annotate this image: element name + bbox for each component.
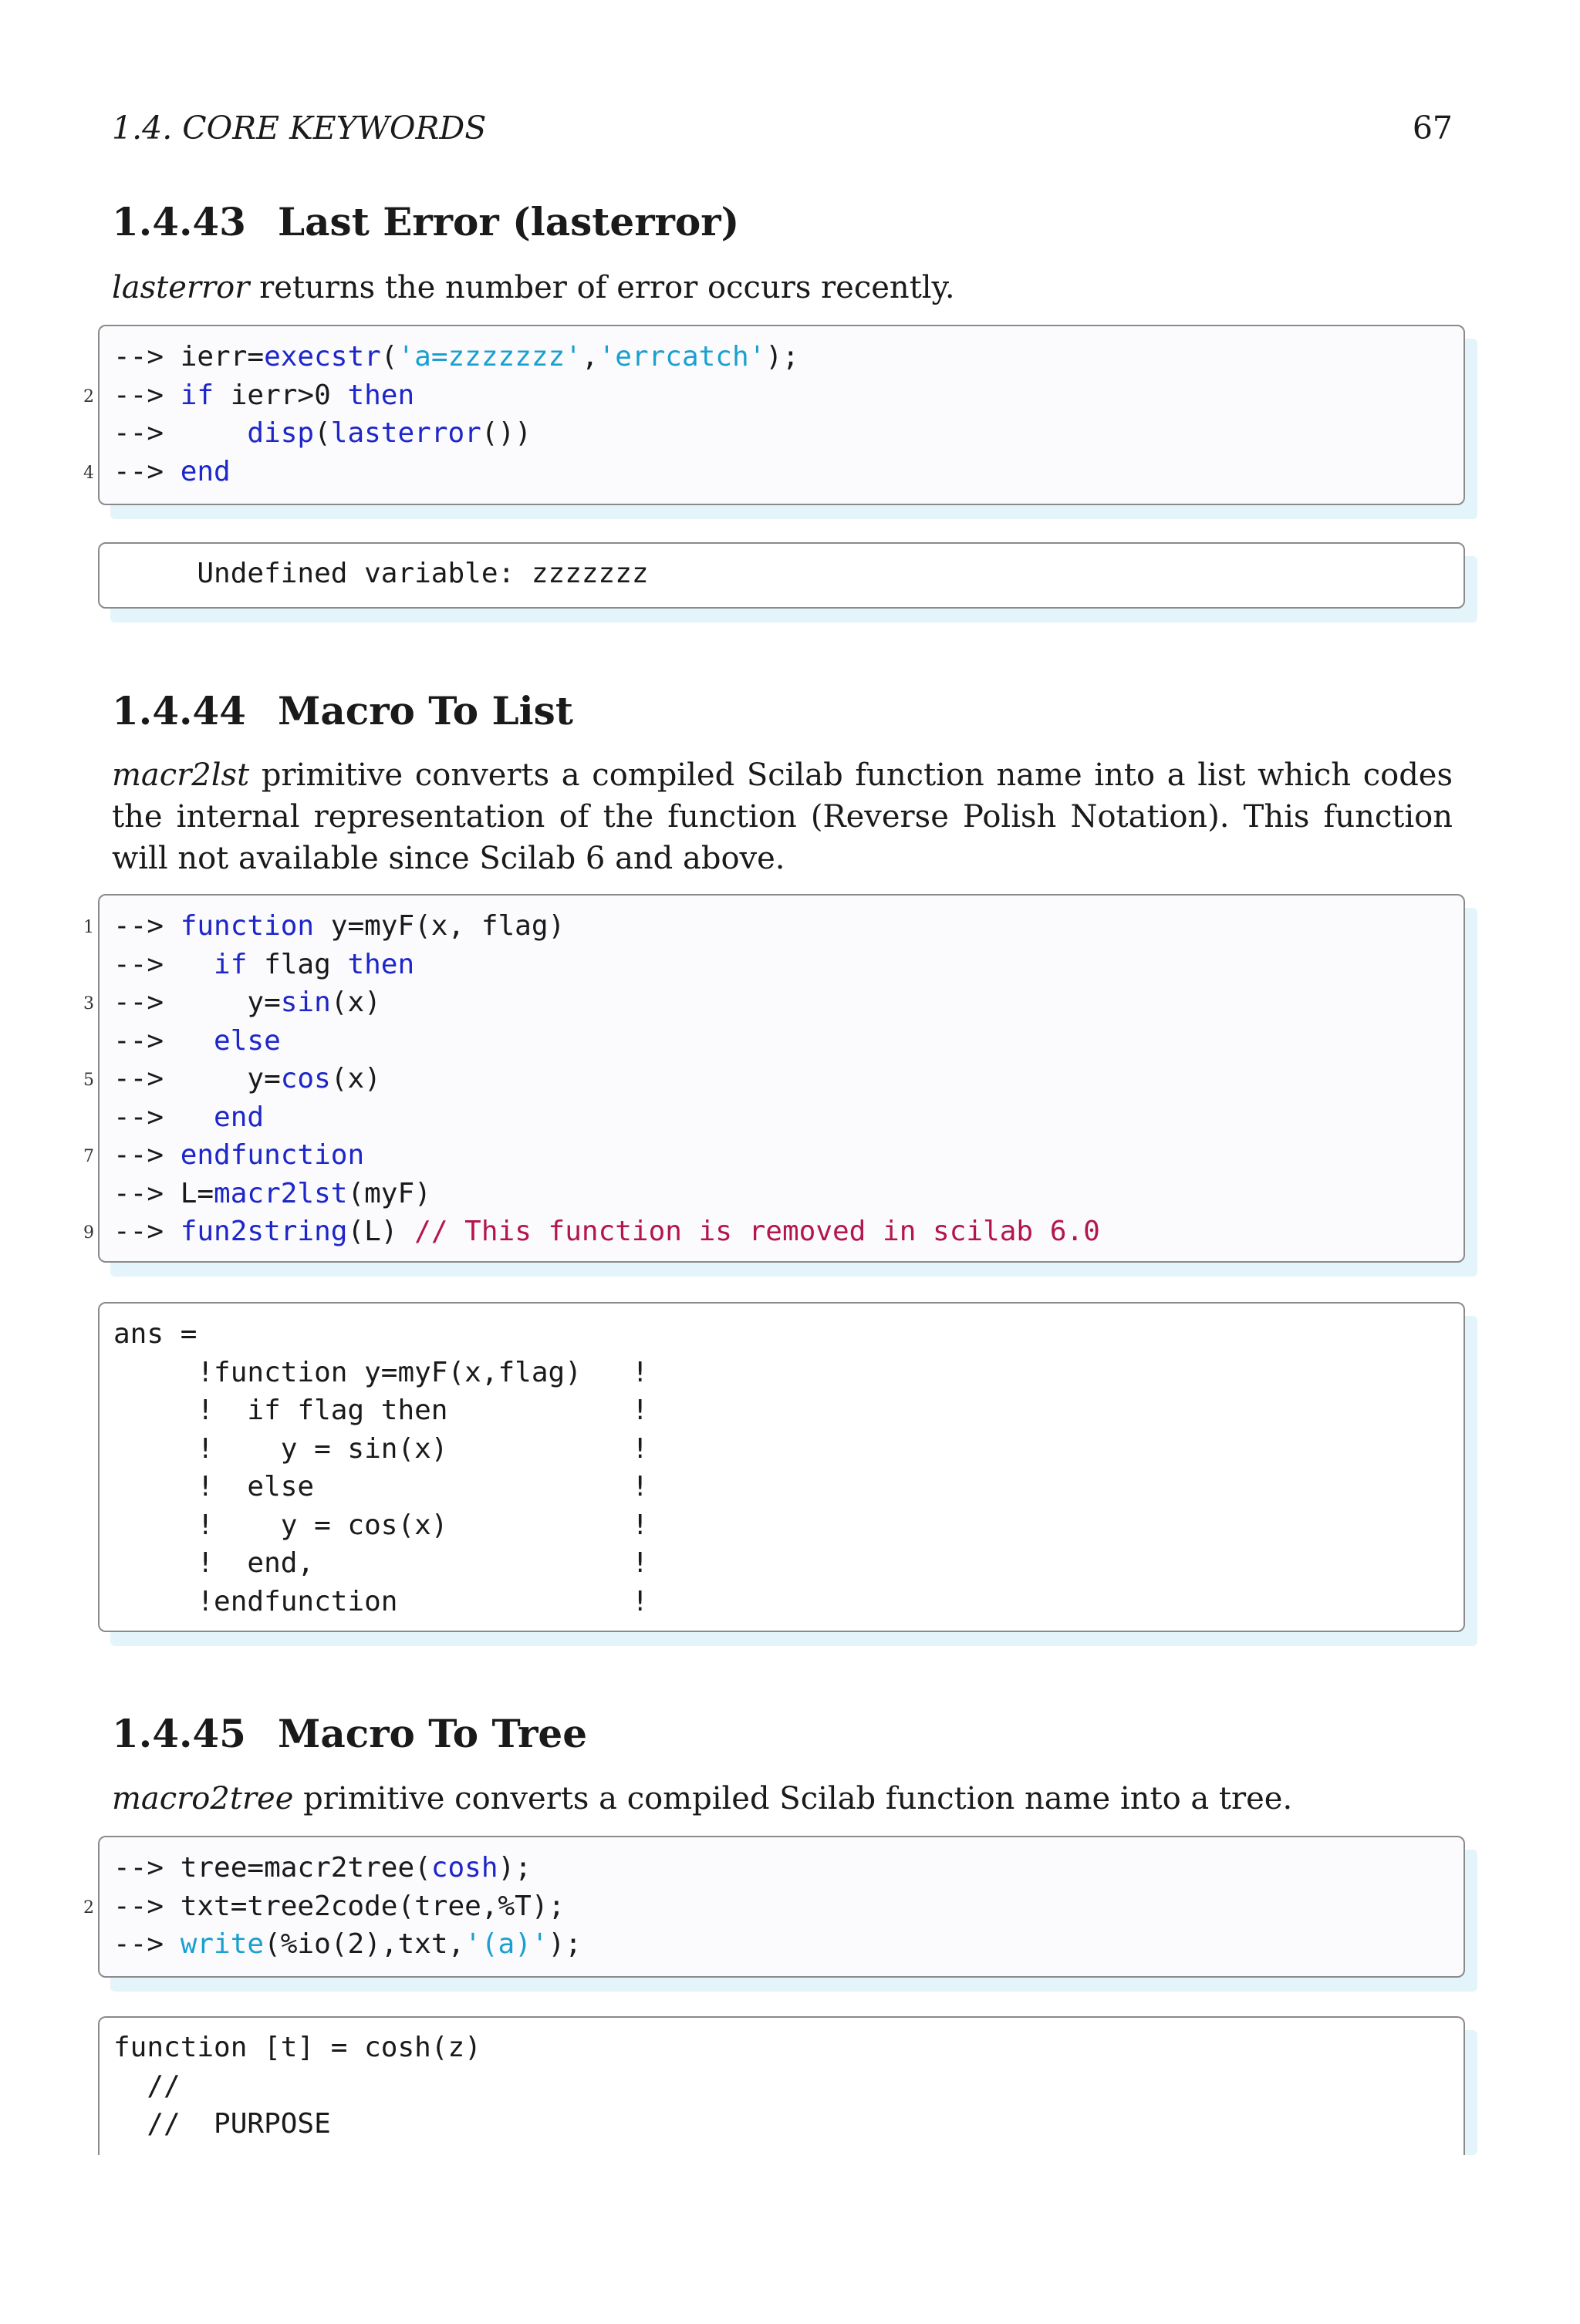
code-line — [113, 1887, 582, 1926]
code-token: --> — [113, 1101, 214, 1133]
intro-term: macr2lst — [112, 757, 250, 793]
output-line: // — [113, 2069, 181, 2102]
line-number: 2 — [83, 387, 94, 406]
code-token: --> — [113, 1216, 181, 1247]
output-line: ! else ! — [113, 1471, 649, 1503]
code-line — [113, 1213, 1100, 1251]
code-line — [113, 376, 799, 415]
running-head-chapter: 1.4. CORE KEYWORDS — [112, 110, 487, 147]
code-token: else — [214, 1024, 281, 1057]
code-token: // This function is removed in scilab 6.0 — [414, 1216, 1100, 1247]
code-token: end — [180, 455, 231, 487]
page-number: 67 — [1412, 110, 1453, 147]
output-line: ! end, ! — [113, 1547, 649, 1579]
code-token: (%io(2),txt, — [264, 1928, 465, 1960]
code-line — [113, 1098, 1100, 1137]
code-token: sin — [280, 987, 331, 1018]
code-token: --> — [113, 1928, 181, 1960]
section-title: Macro To List — [278, 688, 573, 734]
code-token: --> y= — [113, 987, 281, 1018]
code-line — [113, 414, 799, 453]
code-line — [113, 946, 1100, 984]
section-intro-paragraph — [112, 1778, 1453, 1820]
code-token: , — [581, 341, 599, 373]
output-listing — [113, 1315, 649, 1621]
code-token: disp — [247, 417, 315, 449]
code-token: ); — [548, 1928, 582, 1960]
section-heading-1-4-43 — [112, 199, 739, 245]
code-token: end — [214, 1101, 265, 1133]
section-title: Macro To Tree — [278, 1711, 588, 1756]
code-listing — [113, 1849, 582, 1964]
section-number: 1.4.45 — [112, 1711, 246, 1756]
section-title: Last Error (lasterror) — [278, 199, 740, 245]
code-token: --> — [113, 455, 181, 487]
line-number: 4 — [83, 464, 94, 483]
code-line — [113, 1060, 1100, 1098]
output-line: !endfunction ! — [113, 1585, 649, 1617]
code-token: y=myF(x, flag) — [314, 910, 565, 942]
intro-term: macro2tree — [112, 1781, 294, 1816]
code-token: if — [180, 379, 214, 411]
code-token: --> — [113, 910, 181, 942]
output-line: ! y = cos(x) ! — [113, 1509, 649, 1541]
code-listing — [113, 338, 799, 491]
code-token: --> L= — [113, 1177, 214, 1209]
code-token: if — [214, 948, 248, 980]
code-token: --> — [113, 1024, 214, 1057]
section-intro-paragraph — [112, 754, 1453, 879]
section-number: 1.4.44 — [112, 688, 246, 734]
line-number: 1 — [83, 918, 94, 937]
intro-text: primitive converts a compiled Scilab function name into a tree. — [293, 1781, 1293, 1816]
code-line — [113, 453, 799, 491]
output-line: // PURPOSE — [113, 2108, 331, 2140]
code-line — [113, 1175, 1100, 1213]
code-token: --> — [113, 379, 181, 411]
code-token: (x) — [330, 1063, 381, 1095]
line-number: 5 — [83, 1071, 94, 1090]
code-line — [113, 1136, 1100, 1175]
running-head — [112, 110, 1453, 148]
code-token: fun2string — [180, 1216, 348, 1247]
code-token: ); — [498, 1852, 532, 1884]
code-token: 'errcatch' — [598, 341, 766, 373]
code-token: --> txt=tree2code(tree,%T); — [113, 1890, 565, 1922]
code-line — [113, 1022, 1100, 1061]
line-number: 2 — [83, 1898, 94, 1918]
output-line: !function y=myF(x,flag) ! — [113, 1356, 649, 1388]
code-token: write — [180, 1928, 265, 1960]
output-line: function [t] = cosh(z) — [113, 2032, 481, 2063]
line-number: 3 — [83, 994, 94, 1014]
code-token: flag — [247, 948, 348, 980]
line-number: 7 — [83, 1147, 94, 1166]
code-token: endfunction — [180, 1139, 365, 1171]
code-token: --> ierr= — [113, 341, 265, 373]
code-token: function — [180, 910, 315, 942]
code-line — [113, 1925, 582, 1964]
code-token: cos — [280, 1063, 331, 1095]
section-number: 1.4.43 — [112, 199, 246, 245]
section-heading-1-4-44 — [112, 688, 573, 734]
code-token: ( — [314, 417, 331, 449]
section-intro-paragraph — [112, 267, 1453, 309]
code-token: lasterror — [330, 417, 481, 449]
code-listing — [113, 907, 1100, 1251]
code-token: ()) — [481, 417, 532, 449]
output-line: Undefined variable: zzzzzzz — [113, 558, 649, 589]
code-line — [113, 983, 1100, 1022]
code-token: then — [347, 948, 415, 980]
code-token: --> — [113, 1139, 181, 1171]
code-token: ( — [380, 341, 398, 373]
code-token: (L) — [347, 1216, 415, 1247]
code-token: macr2lst — [214, 1177, 348, 1209]
intro-text: primitive converts a compiled Scilab function name into a list which codes the internal representation of the function (Reverse Polish Notation). This function will not available since Scilab 6 and above. — [112, 757, 1453, 876]
line-number: 9 — [83, 1223, 94, 1243]
code-token: 'a=zzzzzzz' — [397, 341, 582, 373]
code-token: '(a)' — [464, 1928, 549, 1960]
output-listing — [113, 555, 649, 593]
code-token: ierr>0 — [214, 379, 348, 411]
section-heading-1-4-45 — [112, 1711, 587, 1756]
output-line: ! y = sin(x) ! — [113, 1432, 649, 1465]
intro-text: returns the number of error occurs recently. — [249, 270, 955, 305]
code-token: --> tree=macr2tree( — [113, 1852, 431, 1884]
code-token: cosh — [430, 1852, 498, 1884]
code-line — [113, 1849, 582, 1887]
output-listing — [113, 2029, 481, 2144]
code-token: (myF) — [347, 1177, 431, 1209]
code-line — [113, 907, 1100, 946]
code-token: (x) — [330, 987, 381, 1018]
output-line: ans = — [113, 1318, 198, 1350]
code-token: --> y= — [113, 1063, 281, 1095]
output-line: ! if flag then ! — [113, 1395, 649, 1426]
intro-term: lasterror — [112, 270, 250, 305]
code-token: then — [347, 379, 415, 411]
code-token: execstr — [264, 341, 381, 373]
code-token: ); — [765, 341, 799, 373]
code-token: --> — [113, 417, 248, 449]
code-line — [113, 338, 799, 376]
code-token: --> — [113, 948, 214, 980]
